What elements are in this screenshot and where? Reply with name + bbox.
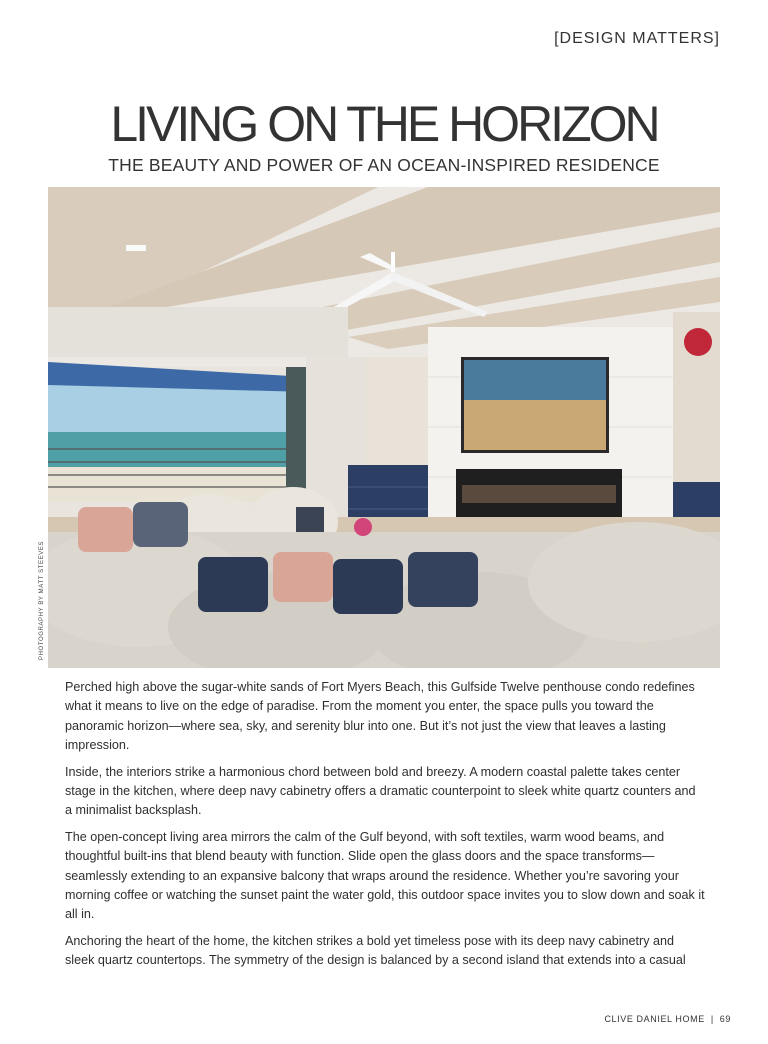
fireplace-glow [462, 485, 616, 503]
photo-credit: PHOTOGRAPHY BY MATT STEEVES [39, 540, 45, 660]
article-body [65, 678, 705, 978]
article-paragraph: Inside, the interiors strike a harmonious chord between bold and breezy. A modern coastal palette takes center stage in the kitchen, where deep navy cabinetry offers a dramatic counterpoint to sleek white quartz counters and a minimalist backsplash. [65, 764, 696, 818]
pillow-navy [198, 557, 268, 612]
page-number: 69 [719, 1014, 731, 1024]
table-flowers [354, 518, 372, 536]
pillow-pink [78, 507, 133, 552]
pillow-navy [333, 559, 403, 614]
pillow-navy [408, 552, 478, 607]
footer-separator: | [710, 1014, 714, 1024]
article-paragraph: Perched high above the sugar-white sands of Fort Myers Beach, this Gulfside Twelve penthouse condo redefines what it means to live on the edge of paradise. From the moment you enter, the space pulls you toward the panoramic horizon—where sea, sky, and serenity blur into one. But it’s not just the view that leaves a lasting impression. [65, 680, 695, 753]
article-paragraph: The open-concept living area mirrors the calm of the Gulf beyond, with soft textiles, warm wood beams, and thoughtful built-ins that blend beauty with function. Slide open the glass doors and the space transforms—seamlessly extending to an expansive balcony that wraps around the residence. Whether you’re savoring your morning coffee or watching the sunset paint the water gold, this outdoor space invites you to slow down and soak it all in. [65, 829, 705, 922]
pillow-pink [273, 552, 333, 602]
tv-sky [464, 360, 606, 400]
page-title: LIVING ON THE HORIZON [110, 96, 658, 152]
page-subtitle: THE BEAUTY AND POWER OF AN OCEAN-INSPIRED RESIDENCE [108, 155, 660, 175]
beach [48, 467, 288, 502]
tv-sand [464, 400, 606, 450]
left-wall [48, 307, 348, 357]
left-shelf-wall [366, 357, 428, 467]
living-room-illustration [48, 187, 720, 668]
publication-name: CLIVE DANIEL HOME [604, 1014, 705, 1024]
flowers [684, 328, 712, 356]
recessed-light [126, 245, 146, 251]
article-paragraph: Anchoring the heart of the home, the kitchen strikes a bold yet timeless pose with its deep navy cabinetry and sleek quartz countertops. The symmetry of the design is balanced by a second island that extends into a casual [65, 933, 686, 968]
page-footer [604, 1014, 731, 1024]
hero-photo [48, 187, 720, 668]
section-tag: [DESIGN MATTERS] [554, 30, 720, 47]
pillow-navy [133, 502, 188, 547]
